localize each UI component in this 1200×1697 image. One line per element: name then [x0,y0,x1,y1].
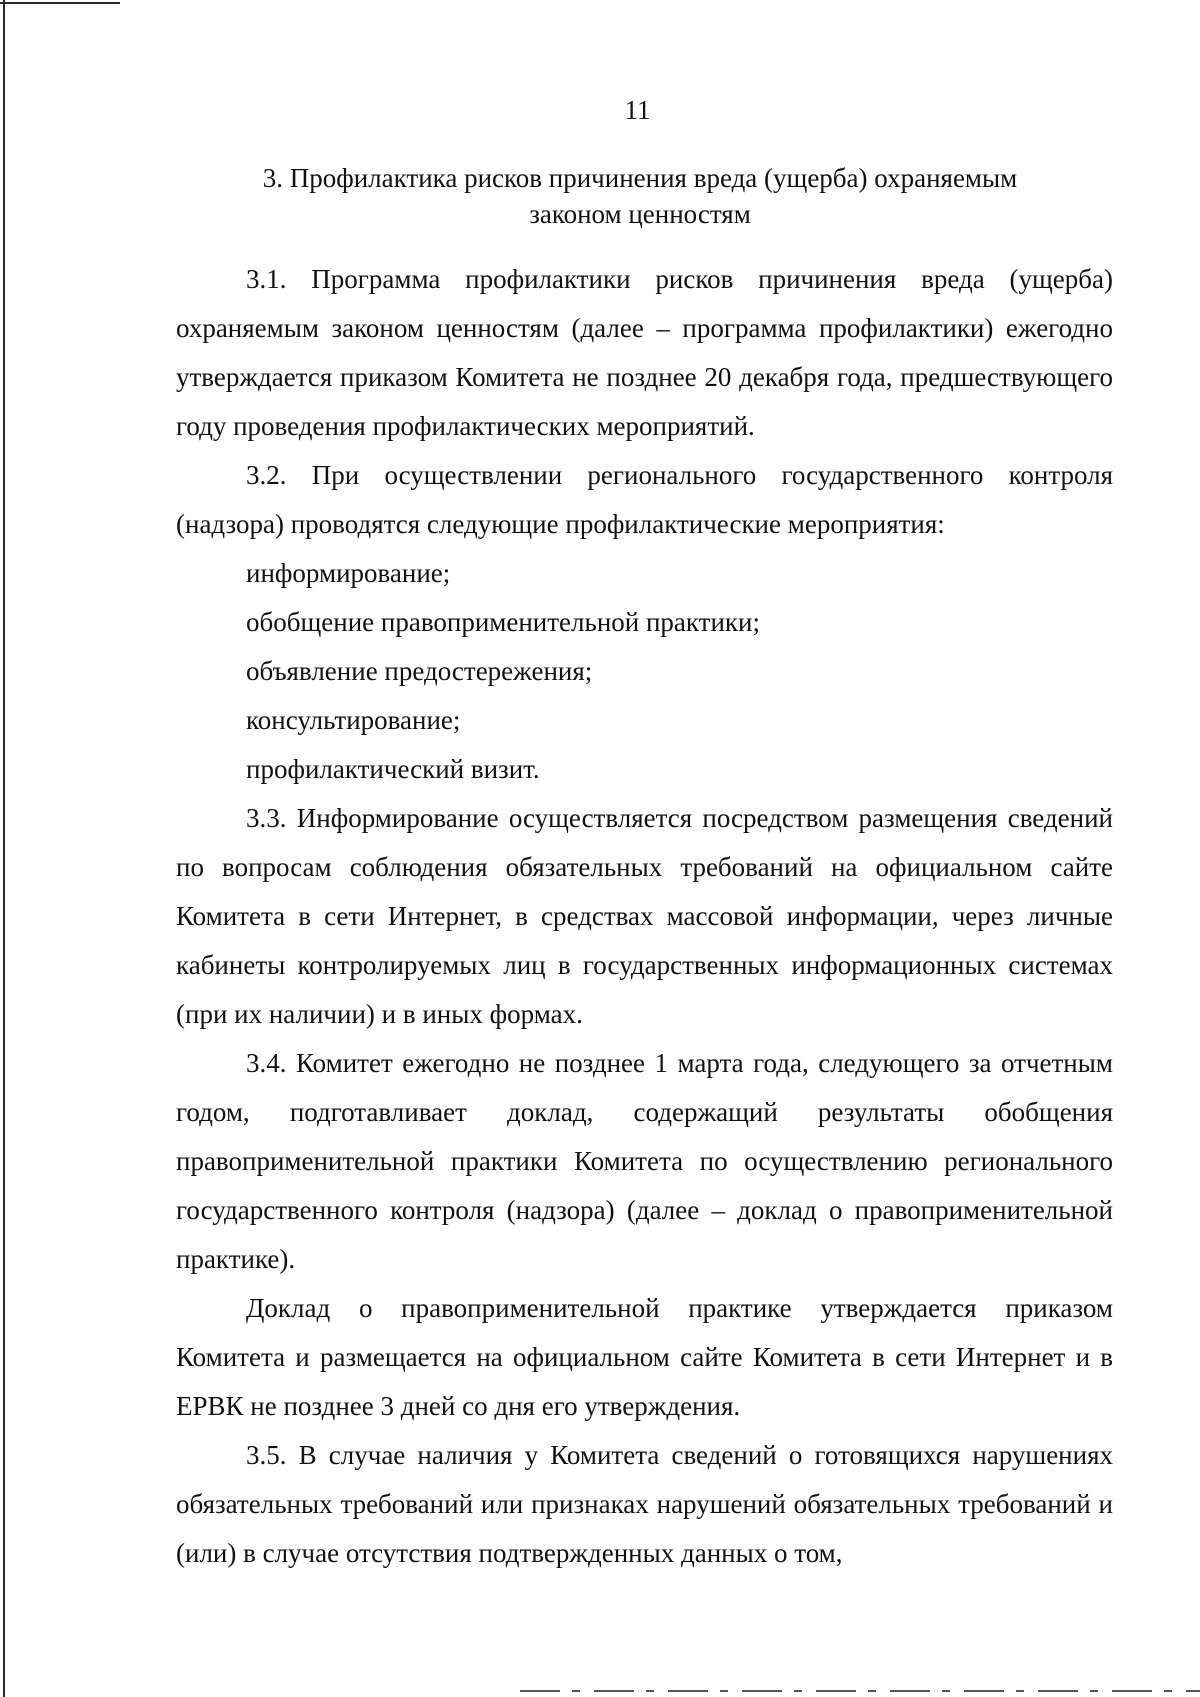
paragraph-3-1: 3.1. Программа профилактики рисков причинения вреда (ущерба) охраняемым законом ценностям (далее – программа профилактики) ежегодно утверждается приказом Комитета не позднее 20 декабря года, предшествующего году проведения профилактических мероприятий. [176,264,1113,441]
scan-bottom-marks [520,1690,1200,1692]
list-item-generalization: обобщение правоприменительной практики; [246,607,760,637]
section-title-line-2: законом ценностям [529,199,751,229]
paragraph-3-4: 3.4. Комитет ежегодно не позднее 1 марта года, следующего за отчетным годом, подготавливает доклад, содержащий результаты обобщения правоприменительной практики Комитета по осуществлению регионального государственного контроля (надзора) (далее – доклад о правоприменительной практике). [176,1048,1113,1274]
paragraph-3-3: 3.3. Информирование осуществляется посредством размещения сведений по вопросам соблюдения обязательных требований на официальном сайте Комитета в сети Интернет, в средствах массовой информации, через личные кабинеты контролируемых лиц в государственных информационных системах (при их наличии) и в иных формах. [176,803,1113,1029]
section-title-line-1: 3. Профилактика рисков причинения вреда (ущерба) охраняемым [262,163,1018,193]
list-item-visit: профилактический визит. [246,754,540,784]
paragraph-3-2: 3.2. При осуществлении регионального государственного контроля (надзора) проводятся следующие профилактические мероприятия: [176,460,1113,539]
section-title [176,160,1104,232]
scan-top-mark [0,2,120,4]
scan-left-border [3,0,5,1697]
paragraph-3-5: 3.5. В случае наличия у Комитета сведений о готовящихся нарушениях обязательных требований или признаках нарушений обязательных требований и (или) в случае отсутствия подтвержденных данных о том, [176,1440,1113,1568]
paragraph-report: Доклад о правоприменительной практике утверждается приказом Комитета и размещается на официальном сайте Комитета в сети Интернет и в ЕРВК не позднее 3 дней со дня его утверждения. [176,1293,1113,1421]
body-text [176,255,1113,1578]
list-item-consulting: консультирование; [246,705,461,735]
list-item-warning: объявление предостережения; [246,656,593,686]
page-number: 11 [624,95,651,125]
list-item-informing: информирование; [246,558,451,588]
